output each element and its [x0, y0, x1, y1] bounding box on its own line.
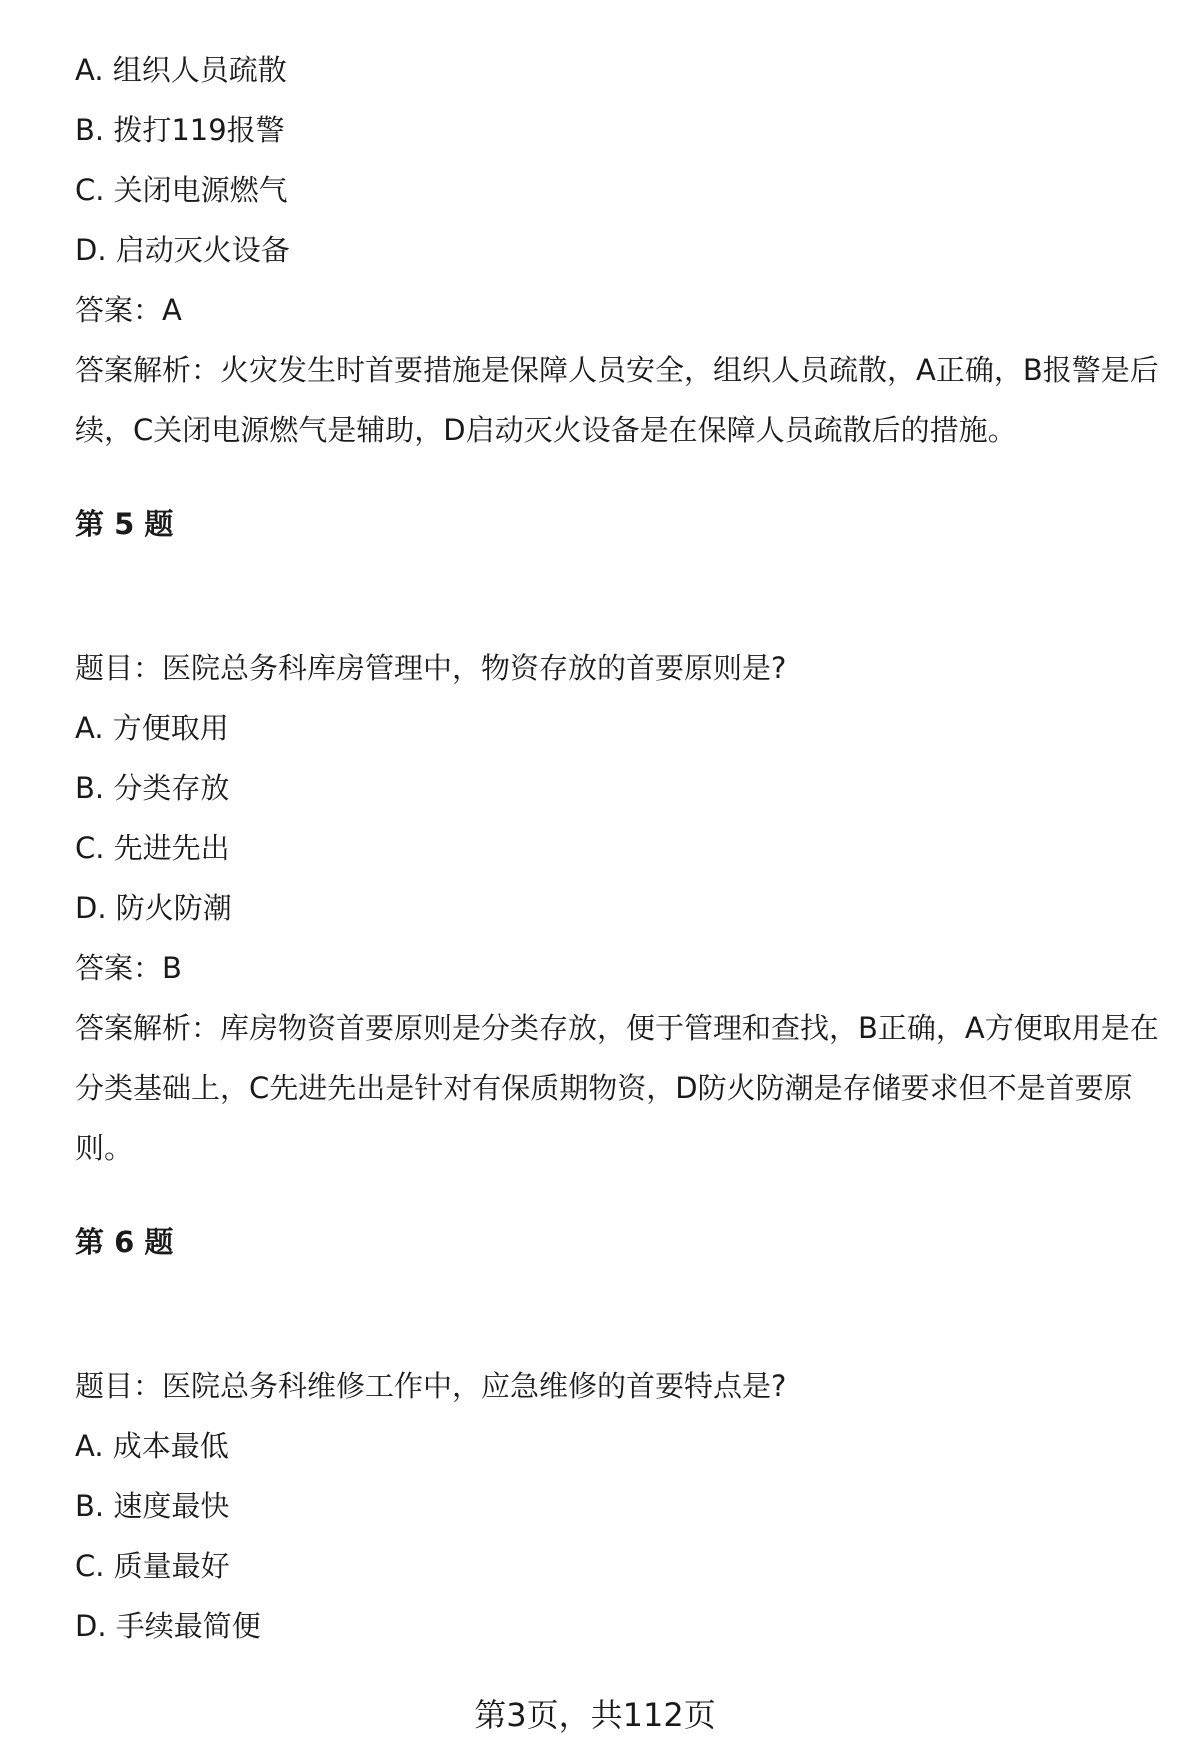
answer: 答案：B [75, 951, 182, 985]
question-heading: 第 6 题 [75, 1225, 174, 1259]
question-4-continued [75, 0, 1175, 460]
document-page [75, 0, 1175, 1656]
option-a: A. 成本最低 [75, 1429, 229, 1463]
option-b: B. 拨打119报警 [75, 113, 285, 147]
answer: 答案：A [75, 293, 182, 327]
answer-analysis: 答案解析：火灾发生时首要措施是保障人员安全，组织人员疏散，A正确，B报警是后续，C关闭电源燃气是辅助，D启动灭火设备是在保障人员疏散后的措施。 [75, 353, 1159, 447]
option-a: A. 组织人员疏散 [75, 53, 287, 87]
option-d: D. 手续最简便 [75, 1609, 261, 1643]
option-b: B. 分类存放 [75, 771, 230, 805]
question-text: 题目：医院总务科维修工作中，应急维修的首要特点是? [75, 1369, 787, 1403]
option-c: C. 关闭电源燃气 [75, 173, 288, 207]
question-heading: 第 5 题 [75, 507, 174, 541]
question-5 [75, 494, 1175, 1178]
page-indicator: 第3页，共112页 [474, 1696, 716, 1734]
option-a: A. 方便取用 [75, 711, 229, 745]
option-c: C. 质量最好 [75, 1549, 230, 1583]
answer-analysis: 答案解析：库房物资首要原则是分类存放，便于管理和查找，B正确，A方便取用是在分类基础上，C先进先出是针对有保质期物资，D防火防潮是存储要求但不是首要原则。 [75, 1011, 1159, 1165]
option-b: B. 速度最快 [75, 1489, 230, 1523]
question-6 [75, 1212, 1175, 1656]
question-text: 题目：医院总务科库房管理中，物资存放的首要原则是? [75, 651, 787, 685]
option-d: D. 启动灭火设备 [75, 233, 290, 267]
option-d: D. 防火防潮 [75, 891, 232, 925]
option-c: C. 先进先出 [75, 831, 230, 865]
